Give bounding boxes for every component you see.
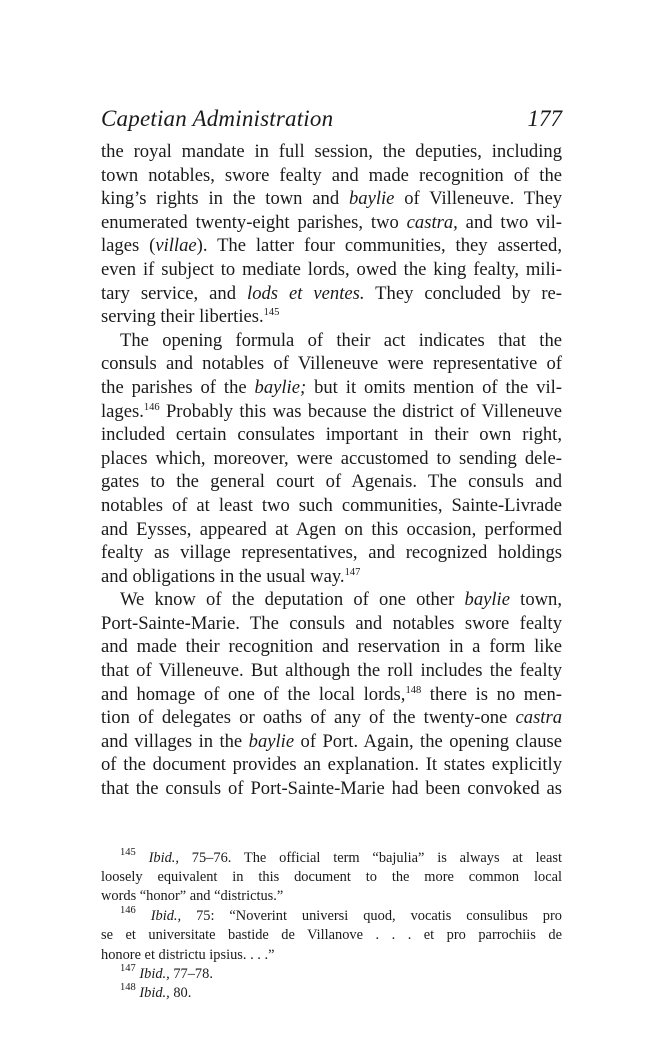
note-reference: 148 [120, 982, 136, 994]
text-run: loosely equivalent in this document to the more common local [101, 869, 562, 886]
italic-text: baylie [348, 188, 395, 210]
text-run: consuls and notables of Villeneuve were representative of [101, 353, 562, 375]
body-line [101, 400, 562, 424]
body-line [101, 423, 562, 447]
italic-text: castra [515, 707, 562, 729]
text-run: ). The latter four communities, they asserted, [196, 235, 562, 257]
text-run: se et universitate bastide de Villanove . . . et pro parrochiis de [101, 927, 562, 944]
italic-text: baylie [464, 589, 510, 611]
italic-text: Ibid., [139, 966, 170, 983]
text-run: They concluded by re- [364, 282, 562, 304]
body-line [101, 659, 562, 683]
body-line [101, 588, 562, 612]
text-run: and made their recognition and reservation in a form like [101, 636, 562, 658]
text-run: town, [509, 589, 562, 611]
footnote-line [101, 946, 562, 965]
body-line [101, 730, 562, 754]
italic-text: castra, [406, 211, 458, 233]
text-run: gates to the general court of Agenais. The consuls and [101, 471, 562, 493]
body-line [101, 494, 562, 518]
text-run: lages ( [101, 235, 156, 257]
text-run: and villages in the [101, 730, 249, 752]
body-line [101, 635, 562, 659]
text-run: Port-Sainte-Marie. The consuls and notables swore fealty [101, 612, 562, 634]
book-page [101, 104, 562, 1004]
note-reference: 146 [120, 904, 136, 916]
body-line [101, 187, 562, 211]
body-line [101, 541, 562, 565]
body-line [101, 282, 562, 306]
body-line [101, 352, 562, 376]
text-run: 75–76. The official term “bajulia” is always at least [178, 849, 562, 866]
text-run: fealty as village representatives, and recognized holdings [101, 542, 562, 564]
body-line [101, 470, 562, 494]
text-run: of the document provides an explanation. It states explicitly [101, 754, 562, 776]
body-line [101, 211, 562, 235]
body-line [101, 164, 562, 188]
body-line [101, 565, 562, 589]
body-line [101, 683, 562, 707]
footnote-line [101, 926, 562, 945]
text-run: notables of at least two such communities, Sainte-Livrade [101, 494, 562, 516]
text-run: We know of the deputation of one other [120, 589, 465, 611]
text-run: tary service, and [101, 282, 248, 304]
body-line [101, 140, 562, 164]
text-run: even if subject to mediate lords, owed the king fealty, mili- [101, 258, 562, 280]
body-line [101, 706, 562, 730]
text-run [136, 850, 149, 866]
footnote-line [101, 965, 562, 984]
text-run: places which, moreover, were accustomed to sending dele- [101, 447, 562, 469]
note-reference: 145 [120, 846, 136, 858]
body-line [101, 258, 562, 282]
text-run: of Port. Again, the opening clause [294, 730, 563, 752]
footnote-line [101, 846, 562, 868]
note-reference: 148 [405, 684, 422, 696]
page-number: 177 [527, 106, 562, 131]
text-run: and two vil- [457, 211, 562, 233]
text-run: The opening formula of their act indicates that the [120, 329, 562, 351]
body-line [101, 329, 562, 353]
text-run: the royal mandate in full session, the deputies, including [101, 141, 562, 162]
text-run: king’s rights in the town and [101, 188, 349, 210]
text-run: that the consuls of Port-Sainte-Marie had been convoked as [101, 778, 562, 800]
footnote-line [101, 887, 562, 906]
italic-text: baylie [248, 730, 295, 752]
text-run: honore et districtu ipsius. . . .” [101, 946, 275, 963]
running-header [101, 104, 562, 134]
text-run: 80. [169, 985, 192, 1002]
note-reference: 146 [143, 401, 160, 413]
text-run: and homage of one of the local lords, [101, 683, 406, 705]
text-run: of Villeneuve. They [394, 188, 562, 210]
text-run: and Eysses, appeared at Agen on this occasion, performed [101, 518, 562, 540]
footnote-line [101, 904, 562, 926]
italic-text: villae [155, 235, 197, 257]
text-run: included certain consulates important in their own right, [101, 424, 562, 446]
body-line [101, 753, 562, 777]
text-run: 75: “Noverint universi quod, vocatis consulibus pro [181, 907, 562, 924]
text-run: the parishes of the [101, 376, 255, 398]
text-run: tion of delegates or oaths of any of the twenty-one [101, 707, 516, 729]
text-run: serving their liberties. [101, 306, 264, 328]
body-line [101, 447, 562, 471]
text-run: that of Villeneuve. But although the roll includes the fealty [101, 660, 562, 682]
italic-text: baylie; [254, 376, 307, 398]
note-reference: 145 [263, 307, 280, 319]
note-reference: 147 [344, 566, 361, 578]
italic-text: lods et ventes. [247, 282, 365, 304]
text-run: and obligations in the usual way. [101, 565, 345, 587]
text-run: but it omits mention of the vil- [306, 376, 563, 398]
text-run: Probably this was because the district of Villeneuve [159, 400, 562, 422]
footnote-line [101, 984, 562, 1003]
note-reference: 147 [120, 963, 136, 975]
running-title: Capetian Administration [101, 106, 334, 131]
footnote-line [101, 868, 562, 887]
body-line [101, 518, 562, 542]
text-run: 77–78. [169, 966, 213, 983]
footnotes [101, 846, 562, 1004]
italic-text: Ibid., [148, 849, 179, 866]
text-run: lages. [101, 400, 144, 422]
body-line [101, 234, 562, 258]
body-line [101, 777, 562, 801]
italic-text: Ibid., [150, 907, 182, 924]
body-line [101, 376, 562, 400]
text-run: enumerated twenty-eight parishes, two [101, 211, 407, 233]
body-text [101, 140, 562, 801]
text-run: words “honor” and “districtus.” [101, 888, 284, 905]
text-run: there is no men- [421, 683, 562, 705]
italic-text: Ibid., [139, 985, 170, 1002]
text-run: town notables, swore fealty and made recognition of the [101, 164, 562, 186]
text-run [136, 908, 151, 924]
body-line [101, 612, 562, 636]
body-line [101, 305, 562, 329]
